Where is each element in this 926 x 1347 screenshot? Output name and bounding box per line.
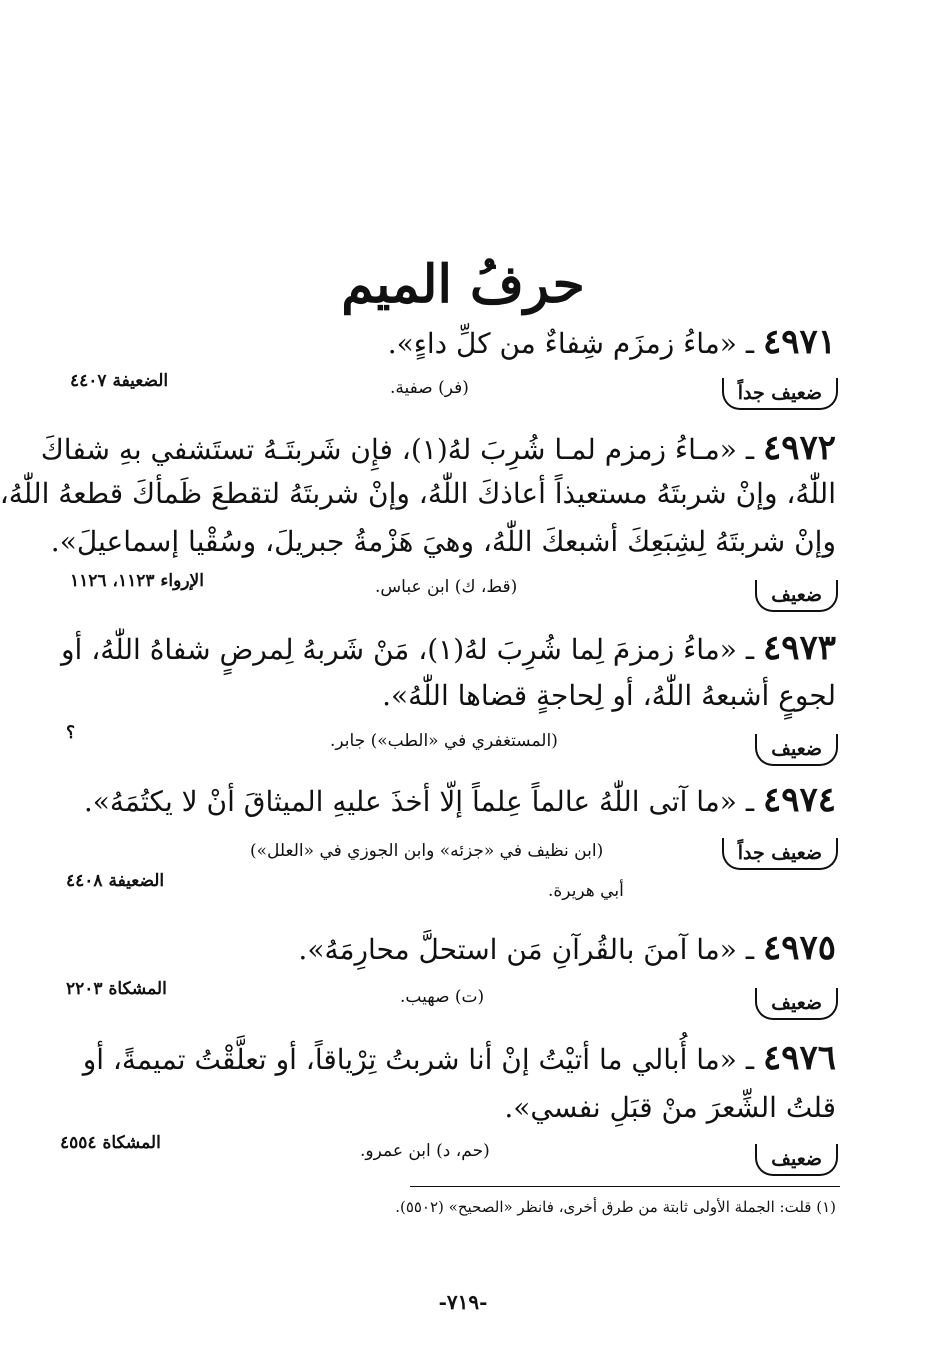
hadith-text-line: اللّٰهُ، وإنْ شربتَهُ مستعيذاً أعاذكَ اللّٰهُ، وإنْ شربتَهُ لتقطعَ ظَمأكَ قطعهُ اللّٰهُ،: [0, 477, 836, 510]
reference-text: الإرواء ١١٢٣، ١١٢٦: [70, 571, 204, 591]
reference-text: ؟: [66, 723, 76, 743]
hadith-number: ٤٩٧٥: [762, 928, 836, 968]
hadith-number: ٤٩٧٤: [762, 780, 836, 820]
hadith-number: ٤٩٧١: [762, 322, 836, 362]
grade-badge: ضعيف: [755, 734, 838, 766]
hadith-4972: ٤٩٧٢ ـ «مـاءُ زمزم لمـا شُرِبَ لهُ(١)، فإِن شَربتَـهُ تستَشفي بهِ شفاكَ: [40, 428, 836, 468]
hadith-number: ٤٩٧٦: [762, 1038, 836, 1078]
grade-badge: ضعيف جداً: [722, 838, 838, 870]
hadith-number: ٤٩٧٣: [762, 628, 836, 668]
hadith-text: «ما آتى اللّٰهُ عالماً عِلماً إلّا أخذَ عليهِ الميثاقَ أنْ لا يكتُمَهُ».: [83, 785, 737, 818]
reference-text: الضعيفة ٤٤٠٧: [70, 371, 169, 391]
source-text: (قط، ك) ابن عباس.: [375, 577, 518, 597]
hadith-number: ٤٩٧٢: [762, 428, 836, 468]
hadith-4976: ٤٩٧٦ ـ «ما أُبالي ما أتيْتُ إنْ أنا شربتُ تِرْياقاً، أو تعلَّقْتُ تميمةً، أو: [82, 1038, 836, 1078]
grade-badge: ضعيف: [755, 580, 838, 612]
hadith-text-line: قلتُ الشِّعرَ منْ قبَلِ نفسي».: [504, 1091, 836, 1124]
source-text: (المستغفري في «الطب») جابر.: [330, 731, 558, 751]
reference-text: المشكاة ٤٥٥٤: [60, 1133, 161, 1153]
source-text: (حم، د) ابن عمرو.: [360, 1141, 490, 1161]
hadith-text: «ماءُ زمزمَ لِما شُرِبَ لهُ(١)، مَنْ شَربهُ لِمرضٍ شفاهُ اللّٰهُ، أو: [61, 633, 737, 666]
source-text: أبي هريرة.: [548, 881, 624, 901]
hadith-4975: ٤٩٧٥ ـ «ما آمنَ بالقُرآنِ مَن استحلَّ محارِمَهُ».: [298, 928, 836, 968]
footnote-divider: [410, 1186, 840, 1187]
hadith-text: «مـاءُ زمزم لمـا شُرِبَ لهُ(١)، فإِن شَربتَـهُ تستَشفي بهِ شفاكَ: [40, 433, 737, 466]
footnote: (١) قلت: الجملة الأولى ثابتة من طرق أخرى، فانظر «الصحيح» (٥٥٠٢).: [395, 1198, 836, 1216]
hadith-text-line: وإنْ شربتَهُ لِشِبَعِكَ أشبعكَ اللّٰهُ، وهيَ هَزْمةُ جبريلَ، وسُقْيا إسماعيلَ».: [50, 525, 836, 558]
hadith-text-line: لجوعٍ أشبعهُ اللّٰهُ، أو لِحاجةٍ قضاها اللّٰهُ».: [382, 679, 836, 712]
page-number: -٧١٩-: [438, 1290, 488, 1314]
source-text: (ت) صهيب.: [400, 987, 485, 1007]
hadith-text: «ما أُبالي ما أتيْتُ إنْ أنا شربتُ تِرْياقاً، أو تعلَّقْتُ تميمةً، أو: [82, 1043, 737, 1076]
grade-badge: ضعيف: [755, 1144, 838, 1176]
reference-text: المشكاة ٢٢٠٣: [66, 979, 167, 999]
grade-badge: ضعيف: [755, 988, 838, 1020]
grade-badge: ضعيف جداً: [722, 378, 838, 410]
hadith-text: «ماءُ زمزَم شِفاءٌ من كلِّ داءٍ».: [387, 327, 737, 360]
source-text: (ابن نظيف في «جزئه» وابن الجوزي في «العلل»): [250, 841, 604, 861]
hadith-4974: ٤٩٧٤ ـ «ما آتى اللّٰهُ عالماً عِلماً إلّا أخذَ عليهِ الميثاقَ أنْ لا يكتُمَهُ».: [83, 780, 836, 820]
hadith-4973: ٤٩٧٣ ـ «ماءُ زمزمَ لِما شُرِبَ لهُ(١)، مَنْ شَربهُ لِمرضٍ شفاهُ اللّٰهُ، أو: [61, 628, 836, 668]
source-text: (فر) صفية.: [390, 378, 469, 398]
hadith-text: «ما آمنَ بالقُرآنِ مَن استحلَّ محارِمَهُ».: [298, 933, 737, 966]
chapter-title: حرفُ الميم: [341, 254, 585, 315]
hadith-4971: ٤٩٧١ ـ «ماءُ زمزَم شِفاءٌ من كلِّ داءٍ».: [387, 322, 836, 362]
reference-text: الضعيفة ٤٤٠٨: [66, 871, 165, 891]
